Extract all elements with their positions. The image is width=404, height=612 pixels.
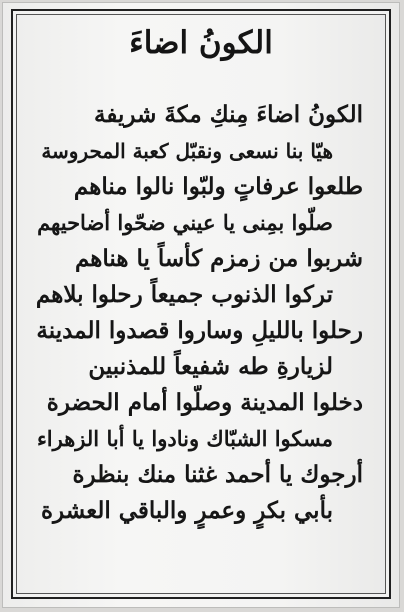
verse-line: شربوا من زمزم كأساً يا هناهم [74,245,363,272]
verse-line: صلّوا بمِنى يا عيني ضحّوا أضاحيهم [37,210,333,235]
verse-line: دخلوا المدينة وصلّوا أمام الحضرة [46,389,363,416]
poem-title: الكونُ اضاءَ [129,25,273,61]
page-border-frame [11,9,391,599]
verse-line: لزيارةِ طه شفيعاً للمذنبين [88,353,333,380]
verse-line: تركوا الذنوب جميعاً رحلوا بلاهم [35,281,333,308]
verse-line: أرجوك يا أحمد غثنا منك بنظرة [72,461,363,488]
verse-line: الكونُ اضاءَ مِنكِ مكةَ شريفة [94,101,363,128]
scanned-page [2,2,400,608]
verse-line: بأبي بكرٍ وعمرٍ والباقي العشرة [41,497,333,524]
verse-line: طلعوا عرفاتٍ ولبّوا نالوا مناهم [73,173,363,200]
verse-line: هيّا بنا نسعى ونقبّل كعبة المحروسة [41,139,333,163]
poem-verses [33,97,369,529]
verse-line: رحلوا بالليلِ وساروا قصدوا المدينة [36,317,363,344]
verse-line: مسكوا الشبّاك ونادوا يا أبا الزهراء [36,426,333,451]
